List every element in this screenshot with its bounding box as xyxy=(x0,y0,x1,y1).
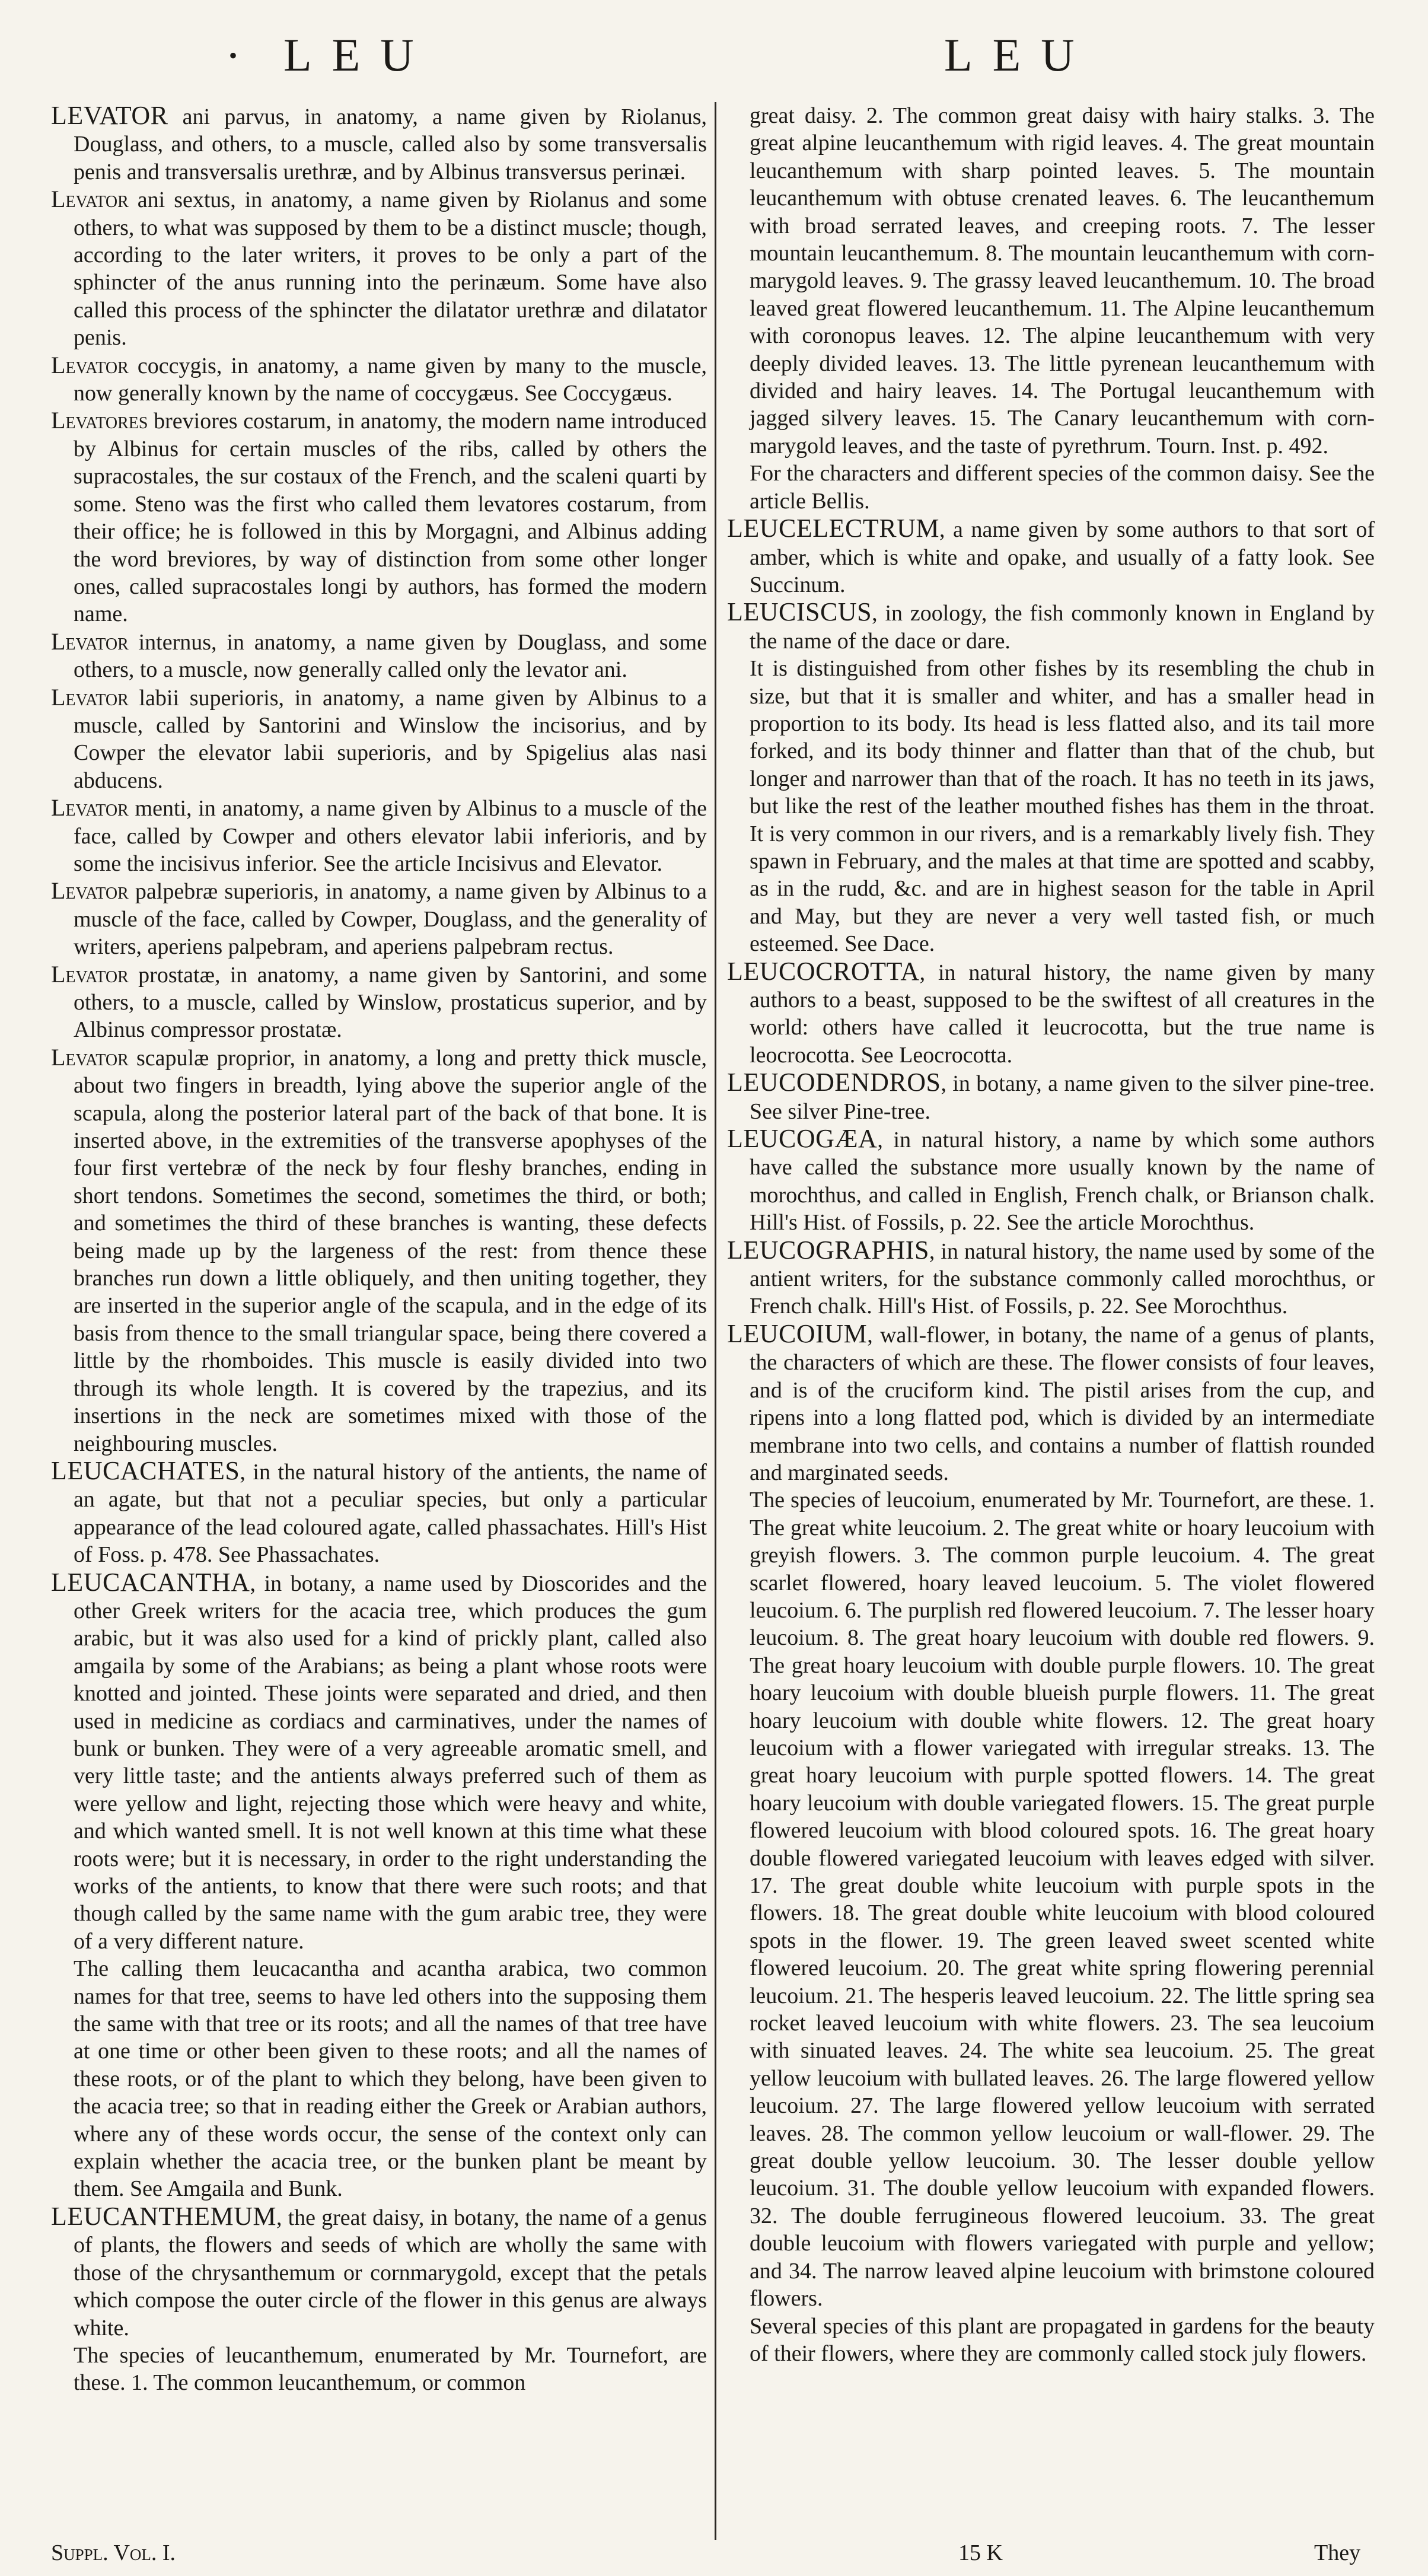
entry-headword: LEUCANTHEMUM xyxy=(51,2201,276,2231)
dictionary-entry xyxy=(727,515,1375,598)
entry-headword: LEUCOIUM xyxy=(727,1319,868,1348)
entry-paragraph xyxy=(51,2342,707,2397)
dictionary-entry xyxy=(727,1320,1375,1486)
dictionary-entry xyxy=(51,961,707,1044)
entry-text: , a name given by some authors to that sort of amber, which is white and opake, and usually of a fatty look. See Succinum. xyxy=(750,517,1375,597)
entry-headword: Levator xyxy=(51,628,129,655)
dictionary-entry xyxy=(51,2203,707,2342)
entry-headword: Levator xyxy=(51,683,129,711)
entry-text: prostatæ, in anatomy, a name given by Santorini, and some others, to a muscle, called by Winslow, prostaticus superior, and by Albinus compressor prostatæ. xyxy=(74,962,707,1043)
left-column xyxy=(51,102,707,2397)
entry-text: , in natural history, the name given by many authors to a beast, supposed to be the swiftest of all creatures in the world: others have called it leucrocotta, but the true name is leocrocotta. See Leocrocotta. xyxy=(750,960,1375,1068)
entry-headword: LEUCACHATES xyxy=(51,1456,240,1485)
dictionary-entry xyxy=(51,1569,707,1956)
dictionary-entry xyxy=(727,1125,1375,1237)
entry-text: palpebræ superioris, in anatomy, a name given by Albinus to a muscle of the face, called by Cowper, Douglass, and the generality of writers, aperiens palpebram, and aperiens palpebram rectus. xyxy=(74,879,707,960)
dictionary-entry xyxy=(51,352,707,407)
entry-headword: LEUCACANTHA xyxy=(51,1567,250,1597)
entry-text: , wall-flower, in botany, the name of a genus of plants, the characters of which are these. The flower consists of four leaves, and is of the cruciform kind. The pistil arises from the cup, and ripens into a long flatted pod, which is divided by an intermediate membrane into two cells, and contains a number of flattish rounded and marginated seeds. xyxy=(750,1322,1375,1485)
entry-headword: LEUCODENDROS xyxy=(727,1068,941,1097)
entry-headword: LEUCELECTRUM xyxy=(727,514,939,543)
dictionary-entry xyxy=(727,958,1375,1069)
header-ornament: • xyxy=(229,42,238,69)
dictionary-entry xyxy=(727,1069,1375,1125)
right-column xyxy=(727,102,1375,2367)
dictionary-entry xyxy=(51,628,707,684)
entry-text: The species of leucoium, enumerated by Mr. Tournefort, are these. 1. The great white leucoium. 2. The great white or hoary leucoium with greyish flowers. 3. The common purple leucoium. 4. The great scarlet flowered, hoary leaved leucoium. 5. The violet flowered leucoium. 6. The purplish red flowered leucoium. 7. The lesser hoary leucoium. 8. The great hoary leucoium with double red flowers. 9. The great hoary leucoium with double purple flowers. 10. The great hoary leucoium with double blueish purple flowers. 11. The great hoary leucoium with double white flowers. 12. The great hoary leucoium with a flower variegated with irregular streaks. 13. The great hoary leucoium with purple spotted flowers. 14. The great hoary leucoium with double variegated flowers. 15. The great purple flowered leucoium with blood coloured spots. 16. The great hoary double flowered variegated leucoium with leaves edged with silver. 17. The great double white leucoium with purple spots in the flowers. 18. The great double white leucoium with blood coloured spots in the flower. 19. The green leaved sweet scented white flowered leucoium. 20. The great white spring flowering perennial leucoium. 21. The hesperis leaved leucoium. 22. The little spring sea rocket leaved leucoium with white flowers. 23. The sea leucoium with sinuated leaves. 24. The white sea leucoium. 25. The great yellow leucoium with bullated leaves. 26. The large flowered yellow leucoium. 27. The large flowered yellow leucoium with serrated leaves. 28. The common yellow leucoium or wall-flower. 29. The great double yellow leucoium. 30. The lesser double yellow leucoium. 31. The double yellow leucoium with expanded flowers. 32. The double ferrugineous flowered leucoium. 33. The great double leucoium with flowers variegated with purple and yellow; and 34. The narrow leaved alpine leucoium with brimstone coloured flowers. xyxy=(750,1488,1375,2311)
entry-text: breviores costarum, in anatomy, the modern name introduced by Albinus for certain muscles of the ribs, called by others the supracostales, the sur costaux of the French, and the scaleni quarti by some. Steno was the first who called them levatores costarum, from their office; he is followed in this by Morgagni, and Albinus adding the word breviores, by way of distinction from some other longer ones, called supracostales longi by authors, has formed the modern name. xyxy=(74,409,707,627)
entry-headword: Levator xyxy=(51,1043,129,1071)
dictionary-entry xyxy=(51,1044,707,1457)
entry-paragraph xyxy=(727,102,1375,460)
entry-headword: Levator xyxy=(51,794,129,821)
dictionary-entry xyxy=(51,1457,707,1569)
entry-text: ani parvus, in anatomy, a name given by Riolanus, Douglass, and others, to a muscle, called also by some transversalis penis and transversalis urethræ, and by Albinus transversus perinæi. xyxy=(74,104,707,184)
entry-headword: Levator xyxy=(51,960,129,988)
dictionary-entry xyxy=(727,1237,1375,1320)
entry-text: internus, in anatomy, a name given by Douglass, and some others, to a muscle, now generally called only the levator ani. xyxy=(74,629,707,683)
entry-text: For the characters and different species of the common daisy. See the article Bellis. xyxy=(750,461,1375,514)
entry-text: , in botany, a name given to the silver pine-tree. See silver Pine-tree. xyxy=(750,1071,1375,1124)
entry-text: It is distinguished from other fishes by its resembling the chub in size, but that it is smaller and whiter, and has a smaller head in proportion to its body. Its head is less flatted also, and its tail more forked, and its body thinner and flatter than that of the chub, but longer and narrower than that of the roach. It has no teeth in its jaws, but like the rest of the leather mouthed fishes has them in the throat. It is very common in our rivers, and is a remarkably lively fish. They spawn in February, and the males at that time are spotted and scabby, as in the rudd, &c. and are in highest season for the table in April and May, but they are never a very well tasted fish, or much esteemed. See Dace. xyxy=(750,656,1375,957)
entry-text: The species of leucanthemum, enumerated by Mr. Tournefort, are these. 1. The common leucanthemum, or common xyxy=(74,2342,707,2396)
running-head-right: LEU xyxy=(944,29,1095,81)
entry-headword: LEUCOGÆA xyxy=(727,1124,878,1154)
entry-text: , the great daisy, in botany, the name of a genus of plants, the flowers and seeds of which are wholly the same with those of the chrysanthemum or cornmarygold, except that the petals which compose the outer circle of the flower in this genus are always white. xyxy=(74,2205,707,2341)
entry-paragraph xyxy=(727,655,1375,957)
catchword: They xyxy=(1314,2540,1361,2565)
entry-headword: LEVATOR xyxy=(51,101,168,130)
entry-text: , in the natural history of the antients, the name of an agate, but that not a peculiar species, but only a particular appearance of the lead coloured agate, called phassachates. Hill's Hist of Foss. p. 478. See Phassachates. xyxy=(74,1459,707,1568)
dictionary-entry xyxy=(51,684,707,795)
entry-text: labii superioris, in anatomy, a name given by Albinus to a muscle, called by Santorini and Winslow the incisorius, and by Cowper the elevator labii superioris, and by Spigelius alas nasi abducens. xyxy=(74,685,707,793)
column-divider xyxy=(715,102,716,2540)
entry-text: The calling them leucacantha and acantha arabica, two common names for that tree, seems to have led others into the supposing them the same with that tree or its roots; and all the names of that tree have at one time or other been given to these roots; and all the names of these roots, or of the plant to which they belong, have been given to the acacia tree; so that in reading either the Greek or Arabian authors, where any of these words occur, the sense of the context only can explain whether the acacia tree, or the bunken plant be meant by them. See Amgaila and Bunk. xyxy=(74,1956,707,2202)
entry-text: menti, in anatomy, a name given by Albinus to a muscle of the face, called by Cowper and others elevator labii inferioris, and by some the incisivus inferior. See the article Incisivus and Elevator. xyxy=(74,796,707,876)
entry-paragraph xyxy=(727,1486,1375,2312)
entry-headword: Levator xyxy=(51,877,129,905)
entry-headword: LEUCISCUS xyxy=(727,597,872,627)
entry-text: , in natural history, a name by which some authors have called the substance more usually known by the name of morochthus, and called in English, French chalk, or Brianson chalk. Hill's Hist. of Fossils, p. 22. See the article Morochthus. xyxy=(750,1128,1375,1236)
dictionary-entry xyxy=(51,877,707,960)
entry-text: , in zoology, the fish commonly known in England by the name of the dace or dare. xyxy=(750,601,1375,654)
entry-paragraph xyxy=(51,1955,707,2203)
entry-text: scapulæ proprior, in anatomy, a long and pretty thick muscle, about two fingers in breadth, lying above the superior angle of the scapula, along the posterior lateral part of the back of that bone. It is inserted above, in the extremities of the transverse apophyses of the four first vertebræ of the neck by four fleshy branches, ending in short tendons. Sometimes the second, sometimes the third, or both; and sometimes the third of these branches is wanting, these defects being made up by the largeness of the rest: from thence these branches run down a little obliquely, and then uniting together, they are inserted in the superior angle of the scapula, and in the edge of its basis from thence to the small triangular space, being there covered a little by the rhomboides. This muscle is easily divided into two through its whole length. It is covered by the trapezius, and its insertions in the neck are sometimes mixed with those of the neighbouring muscles. xyxy=(74,1045,707,1456)
signature-mark: 15 K xyxy=(958,2540,1003,2565)
entry-headword: LEUCOGRAPHIS xyxy=(727,1235,929,1265)
entry-text: ani sextus, in anatomy, a name given by Riolanus and some others, to what was supposed by them to be a distinct muscle; though, according to the later writers, it proves to be only a part of the sphincter of the anus running into the perinæum. Some have also called this process of the sphincter the dilatator urethræ and dilatator penis. xyxy=(74,187,707,351)
entry-paragraph xyxy=(727,460,1375,515)
dictionary-entry xyxy=(51,794,707,877)
dictionary-entry xyxy=(51,407,707,628)
dictionary-entry xyxy=(51,186,707,351)
entry-text: great daisy. 2. The common great daisy with hairy stalks. 3. The great alpine leucanthemum with rigid leaves. 4. The great mountain leucanthemum with sharp pointed leaves. 5. The mountain leucanthemum with obtuse crenated leaves. 6. The leucanthemum with broad serrated leaves, and creeping roots. 7. The lesser mountain leucanthemum. 8. The mountain leucanthemum with corn-marygold leaves. 9. The grassy leaved leucanthemum. 10. The broad leaved great flowered leucanthemum. 11. The Alpine leucanthemum with coronopus leaves. 12. The alpine leucanthemum with very deeply divided leaves. 13. The little pyrenean leucanthemum with divided and hairy leaves. 14. The Portugal leucanthemum with jagged silvery leaves. 15. The Canary leucanthemum with corn-marygold leaves, and the taste of pyrethrum. Tourn. Inst. p. 492. xyxy=(750,103,1375,458)
dictionary-entry xyxy=(727,598,1375,655)
dictionary-entry xyxy=(51,102,707,186)
entry-text: Several species of this plant are propagated in gardens for the beauty of their flowers, where they are commonly called stock july flowers. xyxy=(750,2313,1375,2366)
entry-text: , in natural history, the name used by some of the antient writers, for the substance commonly called morochthus, or French chalk. Hill's Hist. of Fossils, p. 22. See Morochthus. xyxy=(750,1238,1375,1319)
entry-paragraph xyxy=(727,2313,1375,2368)
entry-headword: Levator xyxy=(51,351,129,378)
entry-headword: Levatores xyxy=(51,407,148,434)
entry-headword: LEUCOCROTTA xyxy=(727,956,920,986)
running-head-left: LEU xyxy=(283,29,434,81)
volume-footer: Suppl. Vol. I. xyxy=(51,2540,176,2565)
entry-text: , in botany, a name used by Dioscorides and the other Greek writers for the acacia tree, which produces the gum arabic, but it was also used for a kind of prickly plant, called also amgaila by some of the Arabians; as being a plant whose roots were knotted and jointed. These joints were separated and dried, and then used in medicine as cordiacs and carminatives, under the names of bunk or bunken. They were of a very agreeable aromatic smell, and very little taste; and the antients always preferred such of them as were yellow and light, rejecting those which were heavy and white, and which wanted smell. It is not well known at this time what these roots were; but it is necessary, in order to the right understanding the works of the antients, to know that there were such roots; and that though called by the same name with the gum arabic tree, they were of a very different nature. xyxy=(74,1571,707,1954)
entry-text: coccygis, in anatomy, a name given by many to the muscle, now generally known by the name of coccygæus. See Coccygæus. xyxy=(74,353,707,406)
entry-headword: Levator xyxy=(51,186,129,213)
